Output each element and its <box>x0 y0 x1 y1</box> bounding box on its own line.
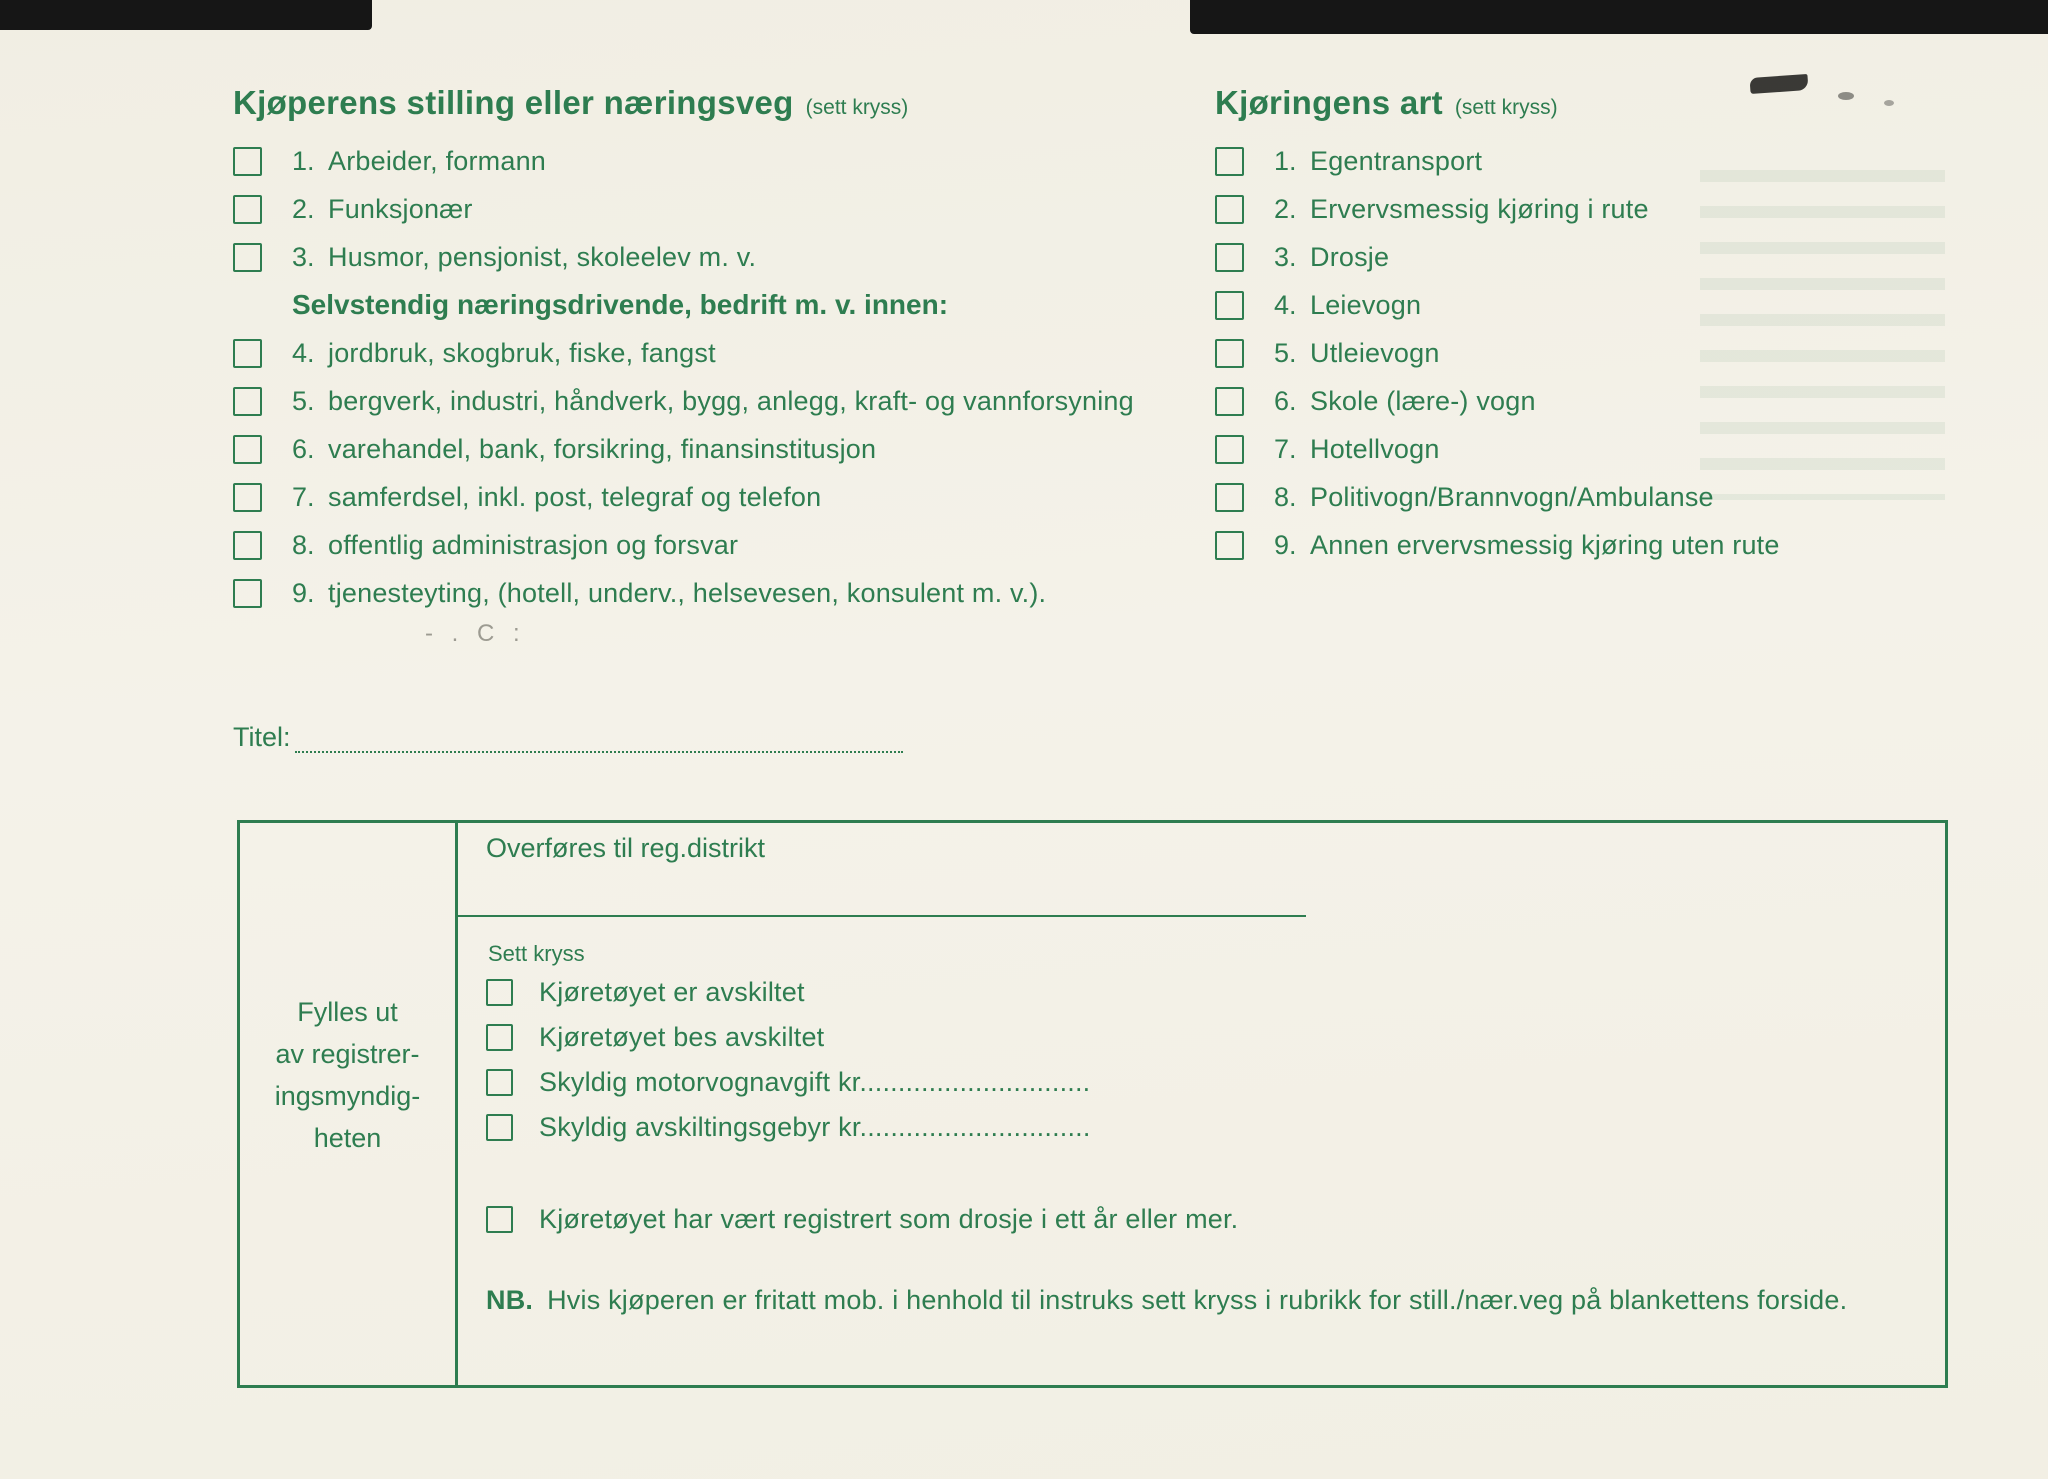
checkbox-row <box>233 146 1134 176</box>
item-label: Politivogn/Brannvogn/Ambulanse <box>1310 481 1714 512</box>
checkbox-row <box>233 434 1134 464</box>
checkbox-row <box>233 194 1134 224</box>
checkbox-row <box>486 978 1091 1006</box>
checkbox[interactable] <box>233 435 262 464</box>
driving-type-section <box>1215 84 1780 578</box>
checkbox[interactable] <box>233 339 262 368</box>
item-label: Annen ervervsmessig kjøring uten rute <box>1310 529 1780 560</box>
item-number: 6. <box>292 433 315 464</box>
checkbox-row <box>1215 482 1780 512</box>
checkbox[interactable] <box>486 1114 513 1141</box>
checkbox-row <box>486 1113 1091 1141</box>
item-label: Kjøretøyet har vært registrert som drosje i ett år eller mer. <box>539 1203 1239 1234</box>
checkbox-row <box>233 386 1134 416</box>
nb-text: Hvis kjøperen er fritatt mob. i henhold til instruks sett kryss i rubrikk for still./nær.veg på blankettens forside. <box>547 1285 1848 1315</box>
checkbox[interactable] <box>1215 435 1244 464</box>
checkbox-row <box>1215 146 1780 176</box>
checkbox[interactable] <box>233 243 262 272</box>
scan-artifact-smudge <box>1838 92 1854 100</box>
scan-artifact-smudge <box>1884 100 1894 106</box>
checkbox-row <box>233 578 1134 608</box>
item-label: Utleievogn <box>1310 337 1440 368</box>
checkbox[interactable] <box>233 579 262 608</box>
item-label: Leievogn <box>1310 289 1422 320</box>
item-number: 7. <box>292 481 315 512</box>
item-number: 9. <box>1274 529 1297 560</box>
checkbox[interactable] <box>1215 291 1244 320</box>
checkbox-row <box>233 338 1134 368</box>
item-label: Ervervsmessig kjøring i rute <box>1310 193 1649 224</box>
item-number: 4. <box>292 337 315 368</box>
buyer-occupation-section <box>233 84 1134 626</box>
item-label: samferdsel, inkl. post, telegraf og telefon <box>328 481 822 512</box>
item-number: 1. <box>1274 145 1297 176</box>
checkbox[interactable] <box>233 387 262 416</box>
regbox-content <box>458 823 1945 1385</box>
checkbox-row <box>1215 290 1780 320</box>
titel-input-line[interactable] <box>295 729 903 753</box>
registration-authority-box <box>237 820 1948 1388</box>
checkbox[interactable] <box>1215 339 1244 368</box>
item-label: offentlig administrasjon og forsvar <box>328 529 739 560</box>
item-number: 2. <box>292 193 315 224</box>
checkbox-row <box>486 1205 1238 1233</box>
scan-artifact-bar-left <box>0 0 372 30</box>
item-number: 5. <box>292 385 315 416</box>
item-label: Kjøretøyet bes avskiltet <box>539 1021 825 1052</box>
section-title <box>233 84 1134 122</box>
item-number: 5. <box>1274 337 1297 368</box>
pencil-mark-artifact: - . C : <box>425 620 526 647</box>
checkbox[interactable] <box>1215 147 1244 176</box>
checkbox-row <box>1215 194 1780 224</box>
checkbox[interactable] <box>486 1069 513 1096</box>
side-label-line: av registrer- <box>275 1039 420 1069</box>
checkbox[interactable] <box>233 147 262 176</box>
item-number: 3. <box>1274 241 1297 272</box>
checkbox-row <box>1215 530 1780 560</box>
item-label: Skyldig avskiltingsgebyr kr.............................. <box>539 1111 1091 1142</box>
checkbox-row <box>233 482 1134 512</box>
checkbox[interactable] <box>233 483 262 512</box>
checkbox[interactable] <box>486 1024 513 1051</box>
section-subheader: Selvstendig næringsdrivende, bedrift m. v. innen: <box>292 289 949 320</box>
checkbox-row <box>486 1068 1091 1096</box>
checkbox[interactable] <box>486 979 513 1006</box>
transfer-district-label: Overføres til reg.distrikt <box>486 833 766 863</box>
item-label: Egentransport <box>1310 145 1483 176</box>
item-number: 3. <box>292 241 315 272</box>
nb-note <box>486 1285 1847 1316</box>
item-number: 6. <box>1274 385 1297 416</box>
titel-field <box>233 722 903 753</box>
checkbox[interactable] <box>486 1206 513 1233</box>
side-label-line: ingsmyndig- <box>274 1081 421 1111</box>
checkbox[interactable] <box>1215 243 1244 272</box>
authority-checkbox-list <box>486 978 1091 1158</box>
item-label: Funksjonær <box>328 193 473 224</box>
section-title-note: (sett kryss) <box>805 96 909 119</box>
scan-artifact-bar-right <box>1190 0 2048 34</box>
item-number: 9. <box>292 577 315 608</box>
item-label: Skole (lære-) vogn <box>1310 385 1536 416</box>
item-label: Skyldig motorvognavgift kr.............................. <box>539 1066 1091 1097</box>
checkbox[interactable] <box>1215 483 1244 512</box>
sett-kryss-label: Sett kryss <box>488 941 585 966</box>
regbox-side-label <box>240 823 458 1385</box>
item-label: Drosje <box>1310 241 1390 272</box>
checkbox[interactable] <box>233 195 262 224</box>
checkbox-row <box>233 242 1134 272</box>
item-number: 8. <box>1274 481 1297 512</box>
checkbox-row <box>1215 338 1780 368</box>
section-title <box>1215 84 1780 122</box>
checkbox-row <box>1215 386 1780 416</box>
checkbox-row <box>1215 434 1780 464</box>
item-label: Husmor, pensjonist, skoleelev m. v. <box>328 241 757 272</box>
item-number: 8. <box>292 529 315 560</box>
checkbox[interactable] <box>1215 387 1244 416</box>
item-label: jordbruk, skogbruk, fiske, fangst <box>328 337 716 368</box>
item-number: 1. <box>292 145 315 176</box>
side-label-line: Fylles ut <box>297 997 398 1027</box>
item-label: Kjøretøyet er avskiltet <box>539 976 805 1007</box>
item-label: varehandel, bank, forsikring, finansinstitusjon <box>328 433 877 464</box>
item-number: 7. <box>1274 433 1297 464</box>
item-label: Arbeider, formann <box>328 145 547 176</box>
checkbox-row <box>486 1023 1091 1051</box>
item-label: Hotellvogn <box>1310 433 1440 464</box>
nb-label: NB. <box>486 1285 534 1315</box>
checkbox-row <box>233 530 1134 560</box>
item-number: 2. <box>1274 193 1297 224</box>
titel-label: Titel: <box>233 722 291 752</box>
section-title-text: Kjøperens stilling eller næringsveg <box>233 84 794 121</box>
side-label-line: heten <box>313 1123 382 1153</box>
checkbox-row <box>1215 242 1780 272</box>
item-label: tjenesteyting, (hotell, underv., helsevesen, konsulent m. v.). <box>328 577 1047 608</box>
item-number: 4. <box>1274 289 1297 320</box>
checkbox[interactable] <box>1215 195 1244 224</box>
drosje-checkbox-row-wrap <box>486 1205 1238 1233</box>
section-title-note: (sett kryss) <box>1454 96 1558 119</box>
transfer-district-input-line[interactable] <box>458 915 1306 917</box>
checkbox[interactable] <box>1215 531 1244 560</box>
section-title-text: Kjøringens art <box>1215 84 1443 121</box>
item-label: bergverk, industri, håndverk, bygg, anlegg, kraft- og vannforsyning <box>328 385 1134 416</box>
checkbox[interactable] <box>233 531 262 560</box>
